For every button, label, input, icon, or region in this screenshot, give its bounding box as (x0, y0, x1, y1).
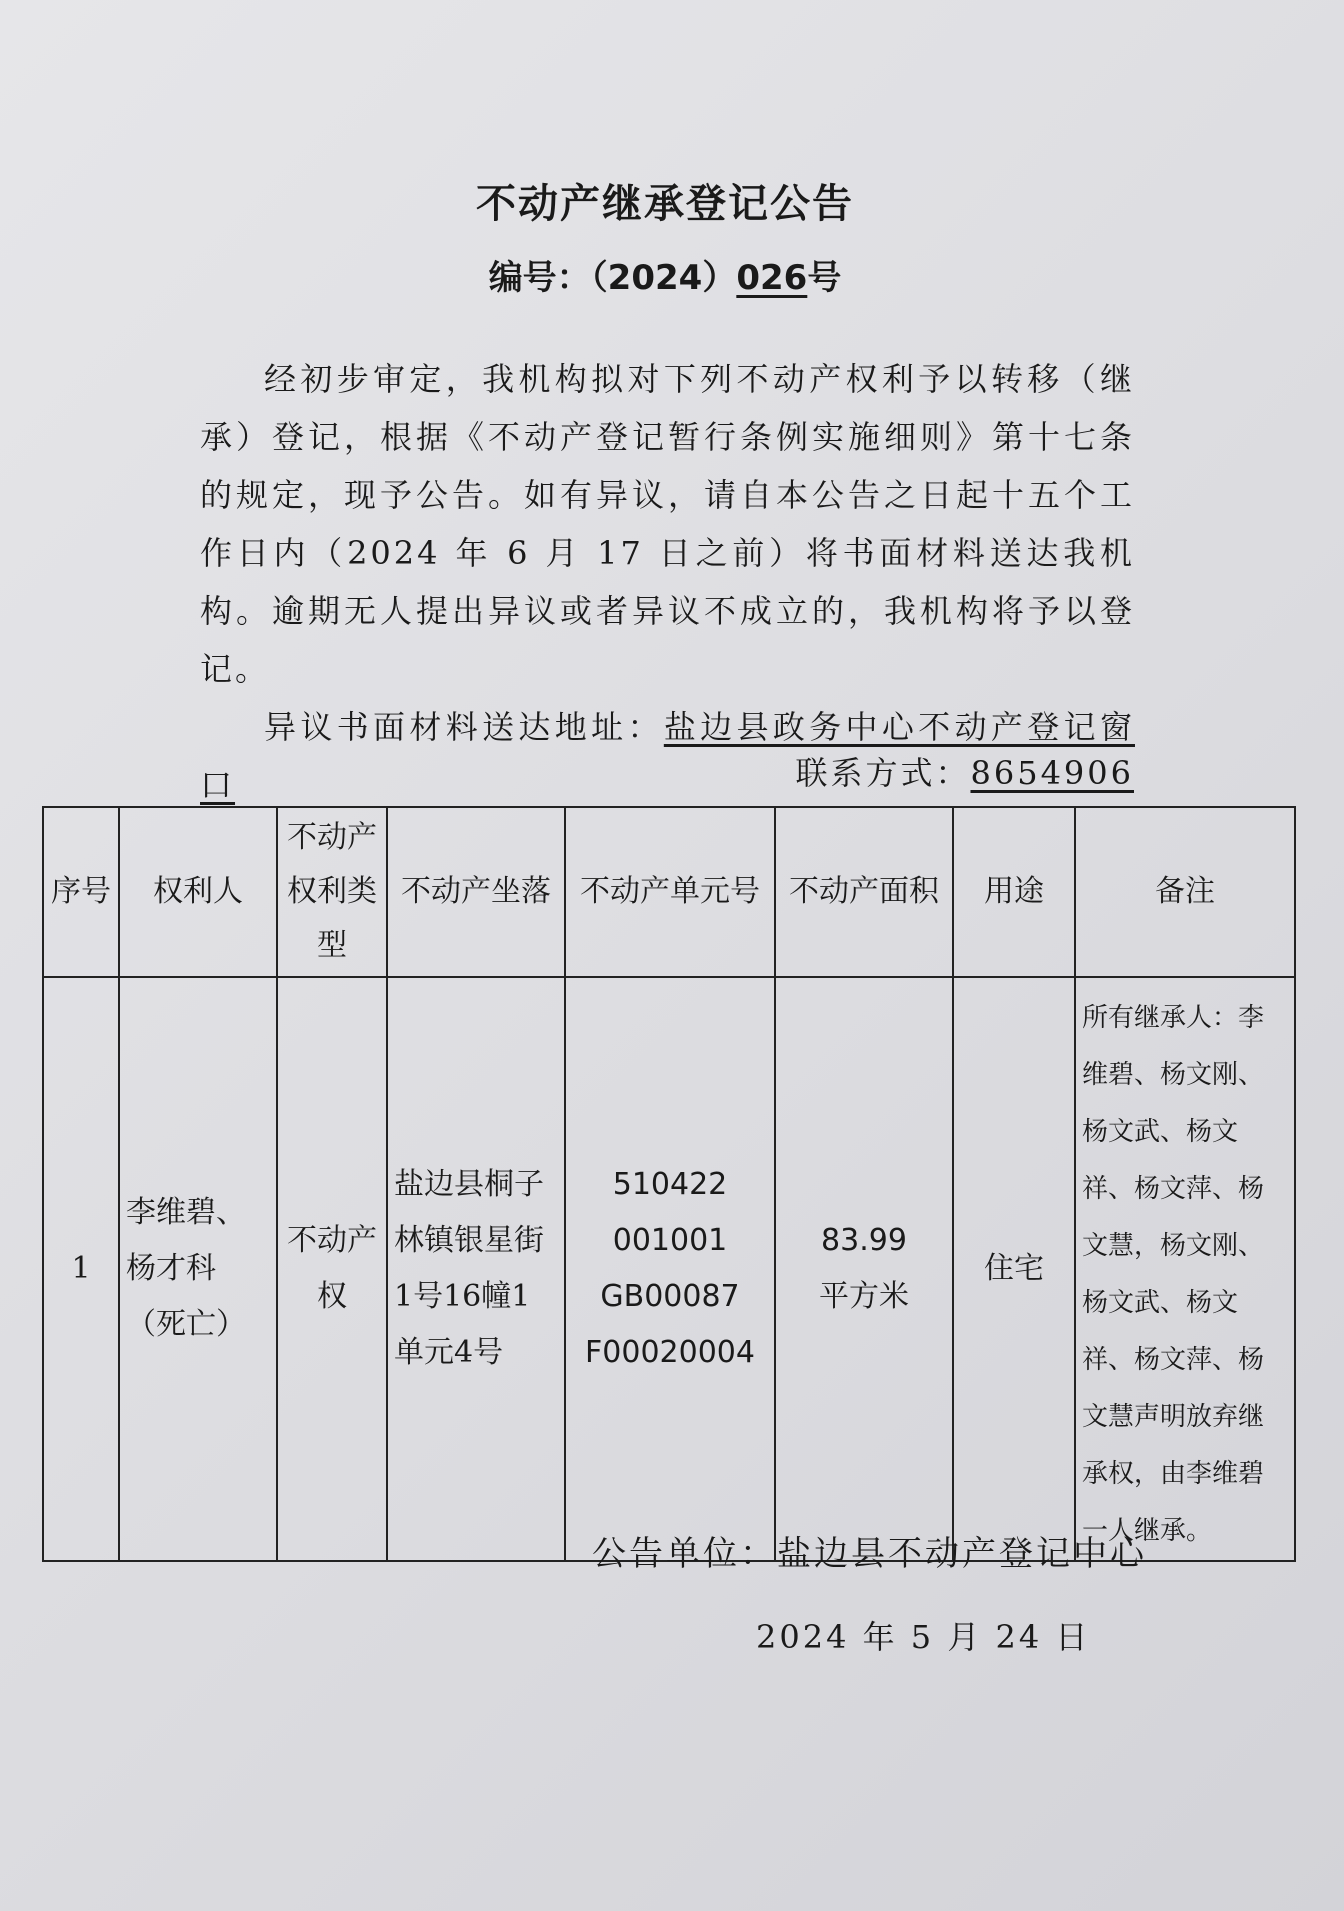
header-cell: 不动产权利类型 (277, 807, 387, 977)
objection-address-label: 异议书面材料送达地址： (264, 708, 664, 746)
contact-info (795, 748, 1134, 794)
contact-phone: 8654906 (970, 754, 1134, 792)
cell-holder: 李维碧、杨才科（死亡） (119, 977, 277, 1561)
property-table (42, 806, 1296, 1562)
issue-date: 2024 年 5 月 24 日 (756, 1618, 1091, 1656)
header-cell: 权利人 (119, 807, 277, 977)
document-number-value: 026 (736, 258, 808, 298)
header-cell: 不动产单元号 (565, 807, 775, 977)
announcement-paragraph: 经初步审定，我机构拟对下列不动产权利予以转移（继承）登记，根据《不动产登记暂行条例实施细则》第十七条的规定，现予公告。如有异议，请自本公告之日起十五个工作日内（2024 年 6 月 17 日之前）将书面材料送达我机构。逾期无人提出异议或者异议不成立的，我机构将予以登记。 (200, 360, 1135, 688)
table-header-row (43, 807, 1295, 977)
area-unit: 平方米 (819, 1279, 909, 1314)
announcement-body (200, 350, 1135, 814)
header-cell: 不动产面积 (775, 807, 953, 977)
area-value: 83.99 (821, 1223, 907, 1258)
cell-area (775, 977, 953, 1561)
issuer-name: 盐边县不动产登记中心 (777, 1534, 1147, 1574)
unit-no-line: F00020004 (585, 1335, 755, 1370)
contact-label: 联系方式： (795, 754, 971, 792)
cell-use: 住宅 (953, 977, 1075, 1561)
cell-location: 盐边县桐子林镇银星街1号16幢1单元4号 (387, 977, 565, 1561)
cell-no: 1 (43, 977, 119, 1561)
header-cell: 备注 (1075, 807, 1295, 977)
document-number-prefix: 编号：（2024） (488, 258, 737, 298)
unit-no-line: GB00087 (600, 1279, 740, 1314)
objection-address-value: 盐边县政务中心不动产登记窗口 (200, 708, 1135, 804)
cell-unit-no (565, 977, 775, 1561)
issuer (592, 1526, 1147, 1575)
header-cell: 序号 (43, 807, 119, 977)
document-number-suffix: 号 (807, 258, 842, 298)
unit-no-line: 001001 (612, 1223, 728, 1258)
issuer-label: 公告单位： (592, 1534, 777, 1574)
header-cell: 不动产坐落 (387, 807, 565, 977)
document-title: 不动产继承登记公告 (476, 181, 854, 227)
cell-right-type: 不动产权 (277, 977, 387, 1561)
document-number (0, 250, 1330, 299)
cell-note: 所有继承人：李维碧、杨文刚、杨文武、杨文祥、杨文萍、杨文慧，杨文刚、杨文武、杨文祥、杨文萍、杨文慧声明放弃继承权，由李维碧一人继承。 (1075, 977, 1295, 1561)
unit-no-line: 510422 (612, 1167, 728, 1202)
header-cell: 用途 (953, 807, 1075, 977)
table-row (43, 977, 1295, 1561)
